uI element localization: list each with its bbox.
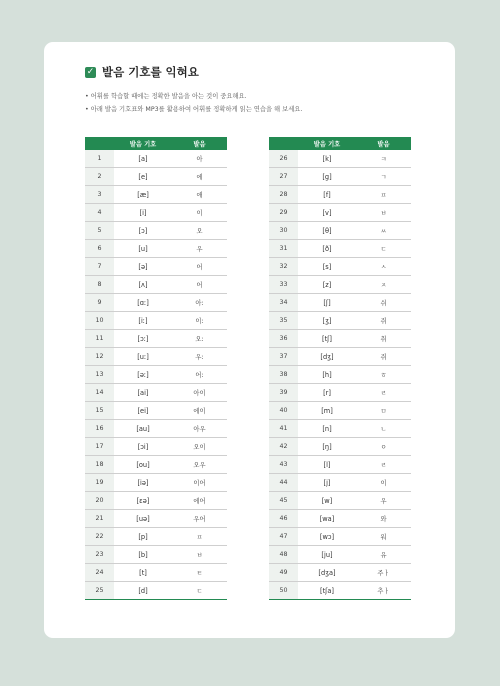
- table-row: [85, 276, 227, 294]
- row-pronunciation: 오우: [193, 462, 206, 469]
- row-pronunciation: 아이: [193, 390, 206, 397]
- row-number: 7: [85, 258, 114, 275]
- title-row: [85, 64, 199, 80]
- row-symbol: [wa]: [319, 514, 335, 523]
- row-pronunciation: ㅆ: [380, 228, 387, 235]
- table-row: [269, 222, 411, 240]
- row-number: 49: [269, 564, 298, 581]
- row-number: 19: [85, 474, 114, 491]
- row-symbol: [dʒa]: [318, 568, 336, 577]
- row-pronunciation: ㅌ: [196, 570, 203, 577]
- page-title: 발음 기호를 익혀요: [102, 65, 199, 79]
- row-symbol: [l]: [323, 460, 331, 469]
- row-number: 2: [85, 168, 114, 185]
- row-pronunciation: 에어: [193, 498, 206, 505]
- row-number: 16: [85, 420, 114, 437]
- header-number: [269, 137, 298, 150]
- row-symbol: [ai]: [137, 388, 149, 397]
- table-row: [269, 402, 411, 420]
- row-pronunciation: 에이: [193, 408, 206, 415]
- row-symbol: [i]: [139, 208, 147, 217]
- row-symbol: [t]: [139, 568, 147, 577]
- table-row: [269, 438, 411, 456]
- row-symbol: [m]: [321, 406, 333, 415]
- row-pronunciation: 오ː: [195, 336, 204, 343]
- row-symbol: [ŋ]: [322, 442, 332, 451]
- row-pronunciation: ㅋ: [380, 156, 387, 163]
- row-symbol: [θ]: [322, 226, 332, 235]
- table-row: [85, 474, 227, 492]
- header-number: [85, 137, 114, 150]
- table-row: [269, 492, 411, 510]
- table-row: [269, 582, 411, 600]
- table-row: [85, 240, 227, 258]
- row-pronunciation: ㅅ: [380, 264, 387, 271]
- row-number: 41: [269, 420, 298, 437]
- row-pronunciation: ㄴ: [380, 426, 387, 433]
- row-number: 43: [269, 456, 298, 473]
- row-pronunciation: 쥐: [380, 318, 387, 325]
- table-row: [269, 510, 411, 528]
- row-number: 36: [269, 330, 298, 347]
- table-row: [269, 366, 411, 384]
- row-symbol: [ou]: [136, 460, 150, 469]
- row-symbol: [ʌ]: [138, 280, 148, 289]
- row-symbol: [εə]: [136, 496, 150, 505]
- row-number: 6: [85, 240, 114, 257]
- row-number: 26: [269, 150, 298, 167]
- row-symbol: [iə]: [137, 478, 149, 487]
- row-number: 18: [85, 456, 114, 473]
- row-number: 22: [85, 528, 114, 545]
- row-number: 31: [269, 240, 298, 257]
- table-row: [269, 420, 411, 438]
- row-pronunciation: ㄱ: [380, 174, 387, 181]
- table-row: [85, 510, 227, 528]
- table-row: [269, 186, 411, 204]
- table-row: [269, 150, 411, 168]
- row-symbol: [h]: [322, 370, 332, 379]
- table-row: [269, 294, 411, 312]
- table-row: [85, 582, 227, 600]
- row-symbol: [tʃ]: [322, 334, 332, 343]
- row-pronunciation: 이어: [193, 480, 206, 487]
- row-symbol: [s]: [322, 262, 332, 271]
- row-pronunciation: 취: [380, 336, 387, 343]
- row-pronunciation: 워: [380, 534, 387, 541]
- table-row: [269, 240, 411, 258]
- table-row: [269, 330, 411, 348]
- row-pronunciation: ㅈ: [380, 282, 387, 289]
- row-number: 25: [85, 582, 114, 599]
- row-pronunciation: 이: [380, 480, 387, 487]
- row-number: 17: [85, 438, 114, 455]
- row-pronunciation: ㅎ: [380, 372, 387, 379]
- row-symbol: [ð]: [322, 244, 332, 253]
- row-number: 4: [85, 204, 114, 221]
- row-pronunciation: 아ː: [195, 300, 204, 307]
- table-row: [85, 546, 227, 564]
- row-pronunciation: ㄷ: [196, 588, 203, 595]
- row-symbol: [au]: [136, 424, 150, 433]
- row-symbol: [iː]: [138, 316, 148, 325]
- table-row: [269, 168, 411, 186]
- row-pronunciation: 주ㅏ: [377, 570, 390, 577]
- row-symbol: [uə]: [136, 514, 150, 523]
- row-number: 14: [85, 384, 114, 401]
- pronunciation-table-left: [85, 137, 227, 600]
- row-pronunciation: 유: [380, 552, 387, 559]
- row-symbol: [w]: [321, 496, 333, 505]
- row-number: 13: [85, 366, 114, 383]
- row-pronunciation: 아우: [193, 426, 206, 433]
- row-number: 21: [85, 510, 114, 527]
- row-number: 46: [269, 510, 298, 527]
- table-row: [85, 258, 227, 276]
- row-number: 38: [269, 366, 298, 383]
- row-symbol: [n]: [322, 424, 332, 433]
- row-number: 30: [269, 222, 298, 239]
- row-number: 40: [269, 402, 298, 419]
- description-line: • 어휘를 학습할 때에는 정확한 발음을 아는 것이 중요해요.: [85, 93, 247, 100]
- row-symbol: [ju]: [321, 550, 333, 559]
- row-symbol: [ɔ]: [138, 226, 148, 235]
- row-pronunciation: ㄹ: [380, 390, 387, 397]
- row-number: 47: [269, 528, 298, 545]
- table-row: [85, 168, 227, 186]
- table-row: [85, 528, 227, 546]
- table-row: [85, 366, 227, 384]
- row-number: 45: [269, 492, 298, 509]
- table-row: [85, 150, 227, 168]
- row-number: 37: [269, 348, 298, 365]
- row-number: 11: [85, 330, 114, 347]
- row-pronunciation: 아: [196, 156, 203, 163]
- row-symbol: [ə]: [138, 262, 148, 271]
- table-row: [269, 564, 411, 582]
- header-symbol: 발음 기호: [313, 141, 341, 148]
- row-number: 8: [85, 276, 114, 293]
- row-pronunciation: 어: [196, 282, 203, 289]
- row-number: 44: [269, 474, 298, 491]
- row-symbol: [ɔː]: [137, 334, 149, 343]
- table-header: [85, 137, 227, 150]
- row-pronunciation: 우: [196, 246, 203, 253]
- table-row: [269, 204, 411, 222]
- row-symbol: [ɑː]: [137, 298, 149, 307]
- content-card: [44, 42, 455, 638]
- table-row: [85, 294, 227, 312]
- row-symbol: [ʒ]: [322, 316, 332, 325]
- row-symbol: [k]: [322, 154, 332, 163]
- table-row: [85, 348, 227, 366]
- row-number: 42: [269, 438, 298, 455]
- row-symbol: [j]: [323, 478, 331, 487]
- row-pronunciation: 오이: [193, 444, 206, 451]
- row-number: 39: [269, 384, 298, 401]
- table-row: [269, 276, 411, 294]
- row-number: 5: [85, 222, 114, 239]
- row-number: 9: [85, 294, 114, 311]
- table-header: [269, 137, 411, 150]
- row-number: 1: [85, 150, 114, 167]
- row-pronunciation: 어: [196, 264, 203, 271]
- row-symbol: [g]: [322, 172, 332, 181]
- row-symbol: [f]: [323, 190, 331, 199]
- row-pronunciation: 에: [196, 174, 203, 181]
- description: [85, 90, 302, 116]
- row-symbol: [ei]: [137, 406, 149, 415]
- row-pronunciation: 어ː: [195, 372, 204, 379]
- row-number: 50: [269, 582, 298, 599]
- row-symbol: [z]: [322, 280, 332, 289]
- row-pronunciation: ㅍ: [196, 534, 203, 541]
- header-pronunciation: 발음: [193, 141, 206, 148]
- row-symbol: [ʃ]: [323, 298, 331, 307]
- row-number: 34: [269, 294, 298, 311]
- table-row: [85, 420, 227, 438]
- row-number: 3: [85, 186, 114, 203]
- row-symbol: [uː]: [137, 352, 149, 361]
- pronunciation-table-right: [269, 137, 411, 600]
- table-row: [269, 384, 411, 402]
- row-symbol: [æ]: [137, 190, 149, 199]
- row-number: 32: [269, 258, 298, 275]
- row-number: 27: [269, 168, 298, 185]
- table-row: [85, 330, 227, 348]
- table-row: [85, 222, 227, 240]
- table-row: [269, 312, 411, 330]
- row-pronunciation: 와: [380, 516, 387, 523]
- row-number: 15: [85, 402, 114, 419]
- row-number: 28: [269, 186, 298, 203]
- row-pronunciation: 쉬: [380, 300, 387, 307]
- table-row: [269, 474, 411, 492]
- row-number: 20: [85, 492, 114, 509]
- row-number: 48: [269, 546, 298, 563]
- table-row: [269, 348, 411, 366]
- table-row: [85, 402, 227, 420]
- row-symbol: [d]: [138, 586, 148, 595]
- table-row: [85, 438, 227, 456]
- row-pronunciation: ㅍ: [380, 192, 387, 199]
- table-row: [85, 384, 227, 402]
- row-pronunciation: 우: [380, 498, 387, 505]
- row-symbol: [r]: [323, 388, 331, 397]
- row-symbol: [p]: [138, 532, 148, 541]
- row-pronunciation: ㅂ: [380, 210, 387, 217]
- row-symbol: [b]: [138, 550, 148, 559]
- row-symbol: [v]: [322, 208, 332, 217]
- row-symbol: [a]: [138, 154, 148, 163]
- row-symbol: [wɔ]: [319, 532, 335, 541]
- row-number: 35: [269, 312, 298, 329]
- row-pronunciation: ㄷ: [380, 246, 387, 253]
- row-symbol: [tʃa]: [320, 586, 334, 595]
- row-number: 23: [85, 546, 114, 563]
- row-pronunciation: 쥐: [380, 354, 387, 361]
- row-pronunciation: 추ㅏ: [377, 588, 390, 595]
- row-pronunciation: 우ː: [195, 354, 204, 361]
- table-row: [269, 546, 411, 564]
- row-pronunciation: ㅇ: [380, 444, 387, 451]
- row-pronunciation: 이: [196, 210, 203, 217]
- table-row: [269, 258, 411, 276]
- row-pronunciation: ㅂ: [196, 552, 203, 559]
- row-symbol: [ɔi]: [137, 442, 149, 451]
- row-pronunciation: 애: [196, 192, 203, 199]
- table-row: [85, 312, 227, 330]
- row-number: 33: [269, 276, 298, 293]
- row-number: 10: [85, 312, 114, 329]
- description-line: • 아래 발음 기호표와 MP3를 활용하여 어휘를 정확하게 읽는 연습을 해 보세요.: [85, 106, 303, 113]
- row-number: 12: [85, 348, 114, 365]
- row-pronunciation: 오: [196, 228, 203, 235]
- checkbox-icon: ✓: [86, 66, 95, 77]
- row-symbol: [e]: [138, 172, 148, 181]
- row-pronunciation: ㄹ: [380, 462, 387, 469]
- row-symbol: [əː]: [137, 370, 149, 379]
- row-symbol: [u]: [138, 244, 148, 253]
- row-pronunciation: 우어: [193, 516, 206, 523]
- table-row: [85, 204, 227, 222]
- row-number: 24: [85, 564, 114, 581]
- table-row: [85, 186, 227, 204]
- row-pronunciation: 이ː: [195, 318, 204, 325]
- row-pronunciation: ㅁ: [380, 408, 387, 415]
- header-symbol: 발음 기호: [129, 141, 157, 148]
- table-row: [85, 564, 227, 582]
- row-symbol: [dʒ]: [320, 352, 334, 361]
- table-row: [269, 456, 411, 474]
- header-pronunciation: 발음: [377, 141, 390, 148]
- table-row: [269, 528, 411, 546]
- row-number: 29: [269, 204, 298, 221]
- table-row: [85, 456, 227, 474]
- table-row: [85, 492, 227, 510]
